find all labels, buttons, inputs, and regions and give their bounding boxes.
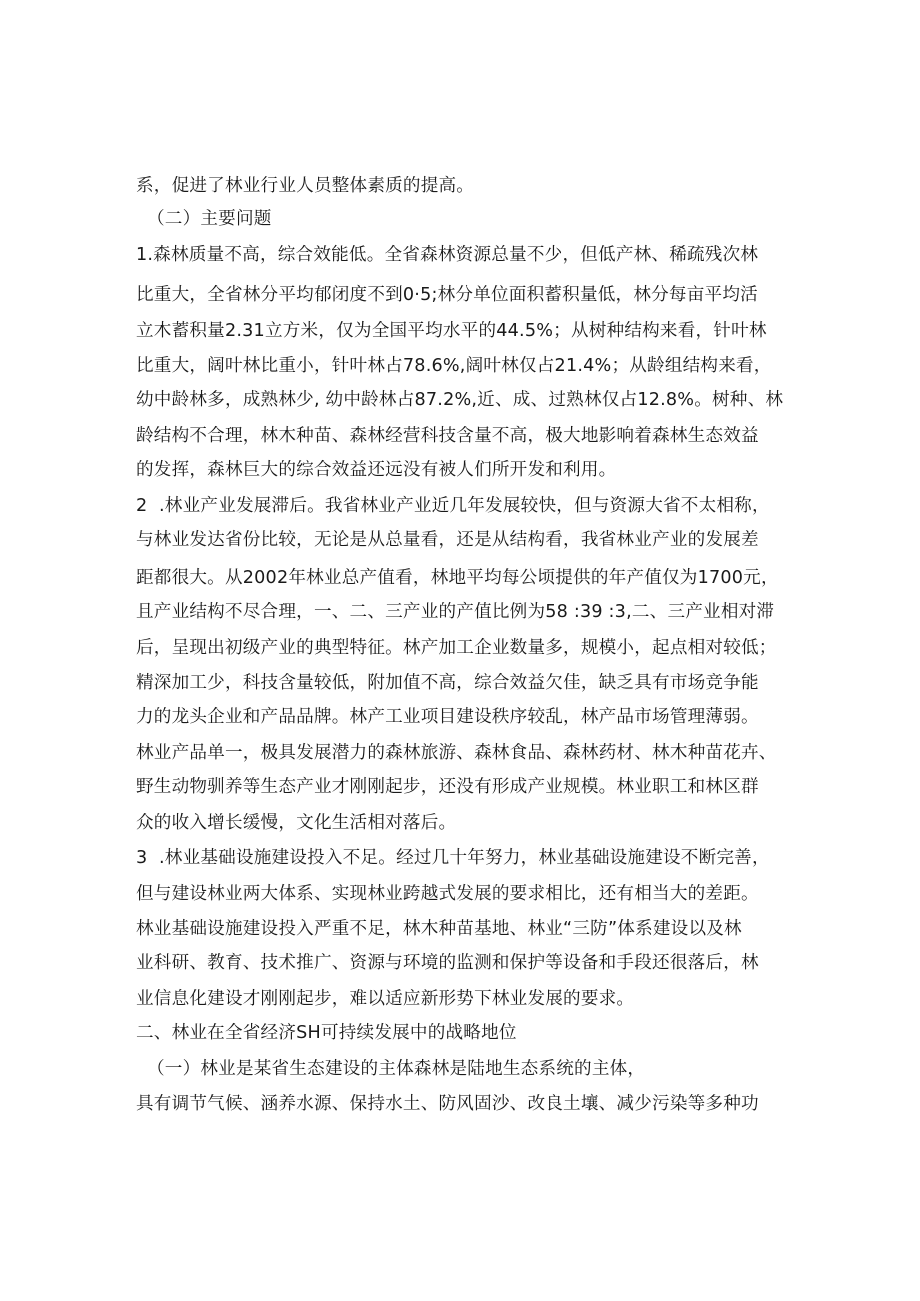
text-line: 业科研、教育、技术推广、资源与环境的监测和保护等设备和手段还很落后，林 [136,953,759,973]
text-line: 比重大，全省林分平均郁闭度不到0·5;林分单位面积蓄积量低，林分每亩平均活 [136,285,758,305]
text-line: 力的龙头企业和产品品牌。林产工业项目建设秩序较乱，林产品市场管理薄弱。 [136,707,759,727]
text-line: 幼中龄林多，成熟林少, 幼中龄林占87.2%,近、成、过熟林仅占12.8%。树种、林 [136,390,784,410]
text-line: 比重大，阔叶林比重小，针叶林占78.6%,阔叶林仅占21.4%；从龄组结构来看， [136,356,772,376]
text-line: 具有调节气候、涵养水源、保持水土、防风固沙、改良土壤、减少污染等多种功 [136,1094,759,1114]
text-line: 但与建设林业两大体系、实现林业跨越式发展的要求相比，还有相当大的差距。 [136,884,759,904]
text-line: 1.森林质量不高，综合效能低。全省森林资源总量不少，但低产林、稀疏残次林 [136,245,759,265]
text-line: 2 .林业产业发展滞后。我省林业产业近几年发展较快，但与资源大省不太相称， [136,496,770,516]
text-line: 龄结构不合理，林木种苗、森林经营科技含量不高，极大地影响着森林生态效益 [136,426,759,446]
text-line: 林业产品单一，极具发展潜力的森林旅游、森林食品、森林药材、林木种苗花卉、 [136,743,777,763]
text-line: 与林业发达省份比较，无论是从总量看，还是从结构看，我省林业产业的发展差 [136,530,759,550]
text-line: 众的收入增长缓慢，文化生活相对落后。 [136,813,457,833]
text-line: 系，促进了林业行业人员整体素质的提高。 [136,176,475,196]
text-line: 且产业结构不尽合理，一、二、三产业的产值比例为58 :39 :3,二、三产业相对滞 [136,602,775,622]
section-heading: （二）主要问题 [147,209,272,229]
text-line: 野生动物驯养等生态产业才刚刚起步，还没有形成产业规模。林业职工和林区群 [136,777,759,797]
text-line: 立木蓄积量2.31立方米，仅为全国平均水平的44.5%；从树种结构来看，针叶林 [136,321,767,341]
text-line: 林业基础设施建设投入严重不足，林木种苗基地、林业“三防”体系建设以及林 [136,919,742,939]
text-line: 精深加工少，科技含量较低，附加值不高，综合效益欠佳，缺乏具有市场竞争能 [136,673,759,693]
section-heading: 二、林业在全省经济SH可持续发展中的战略地位 [136,1023,517,1043]
text-line: 业信息化建设才刚刚起步，难以适应新形势下林业发展的要求。 [136,989,635,1009]
text-line: 的发挥，森林巨大的综合效益还远没有被人们所开发和利用。 [136,460,617,480]
subsection-heading: （一）林业是某省生态建设的主体森林是陆地生态系统的主体， [147,1059,646,1079]
text-line: 后，呈现出初级产业的典型特征。林产加工企业数量多，规模小，起点相对较低； [136,638,777,658]
text-line: 距都很大。从2002年林业总产值看，林地平均每公顷提供的年产值仅为1700元， [136,568,779,588]
text-line: 3 .林业基础设施建设投入不足。经过几十年努力，林业基础设施建设不断完善， [136,848,770,868]
